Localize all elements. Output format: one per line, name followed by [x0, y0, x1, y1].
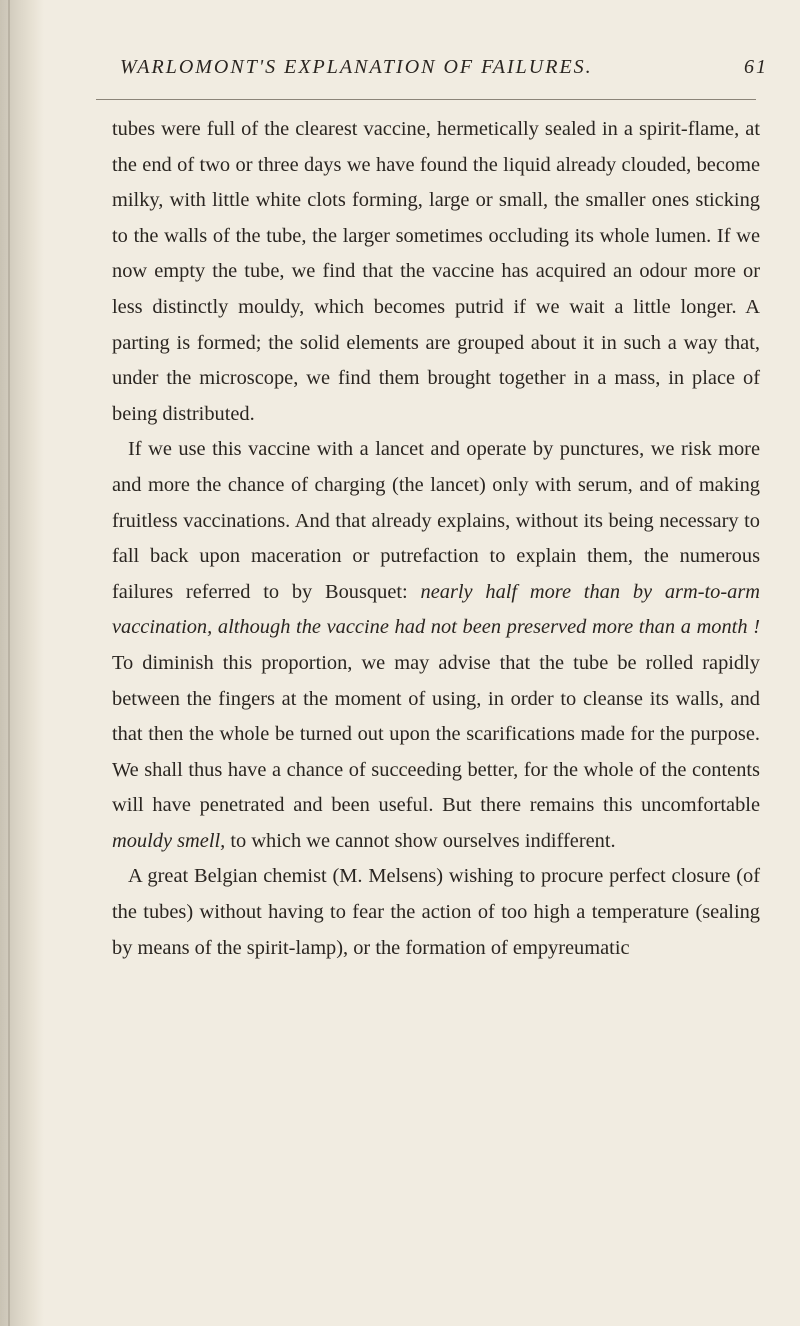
paragraph-1: tubes were full of the clearest vaccine, hermetically sealed in a spirit-flame, at the end of two or three days we have found the liquid already clouded, become milky, with little white clots forming, large or small, the smaller ones sticking to the walls of the tube, the larger sometimes occluding its whole lumen. If we now empty the tube, we find that the vaccine has acquired an odour more or less distinctly mouldy, which becomes putrid if we wait a little longer. A parting is formed; the solid elements are grouped about it in such a way that, under the microscope, we find them brought together in a mass, in place of being distributed.: [112, 118, 760, 425]
paragraph-2: [112, 432, 760, 859]
paragraph-2-end: to which we cannot show ourselves indifferent.: [225, 829, 616, 852]
page-number: 61: [744, 56, 768, 78]
binding-gutter: [0, 0, 44, 1326]
page-body: [112, 112, 760, 966]
paragraph-3: A great Belgian chemist (M. Melsens) wishing to procure perfect closure (of the tubes) without having to fear the action of too high a temperature (sealing by means of the spirit-lamp), or the formation of empyreumatic: [112, 865, 760, 959]
gutter-edge-line: [8, 0, 10, 1326]
mouldy-smell-emphasis: mouldy smell,: [112, 829, 226, 852]
paragraph-2-middle: To diminish this proportion, we may advise that the tube be rolled rapidly between the fingers at the moment of using, in order to cleanse its walls, and that then the whole be turned out upon the scarifications made for the purpose. We shall thus have a chance of succeeding better, for the whole of the contents will have penetrated and been useful. But there remains this uncomfortable: [112, 651, 760, 817]
running-title: WARLOMONT'S EXPLANATION OF FAILURES.: [120, 56, 593, 78]
header-rule: [96, 99, 756, 100]
page-header: [120, 56, 768, 79]
bousquet-quote: nearly half more than by arm-to-arm vaccination, although the vaccine had not been preserved more than a month !: [112, 580, 760, 639]
paragraph-2-start: If we use this vaccine with a lancet and operate by punctures, we risk more and more the chance of charging (the lancet) only with serum, and of making fruitless vaccinations. And that already explains, without its being necessary to fall back upon maceration or putrefaction to explain them, the numerous failures referred to by Bousquet:: [112, 438, 760, 603]
